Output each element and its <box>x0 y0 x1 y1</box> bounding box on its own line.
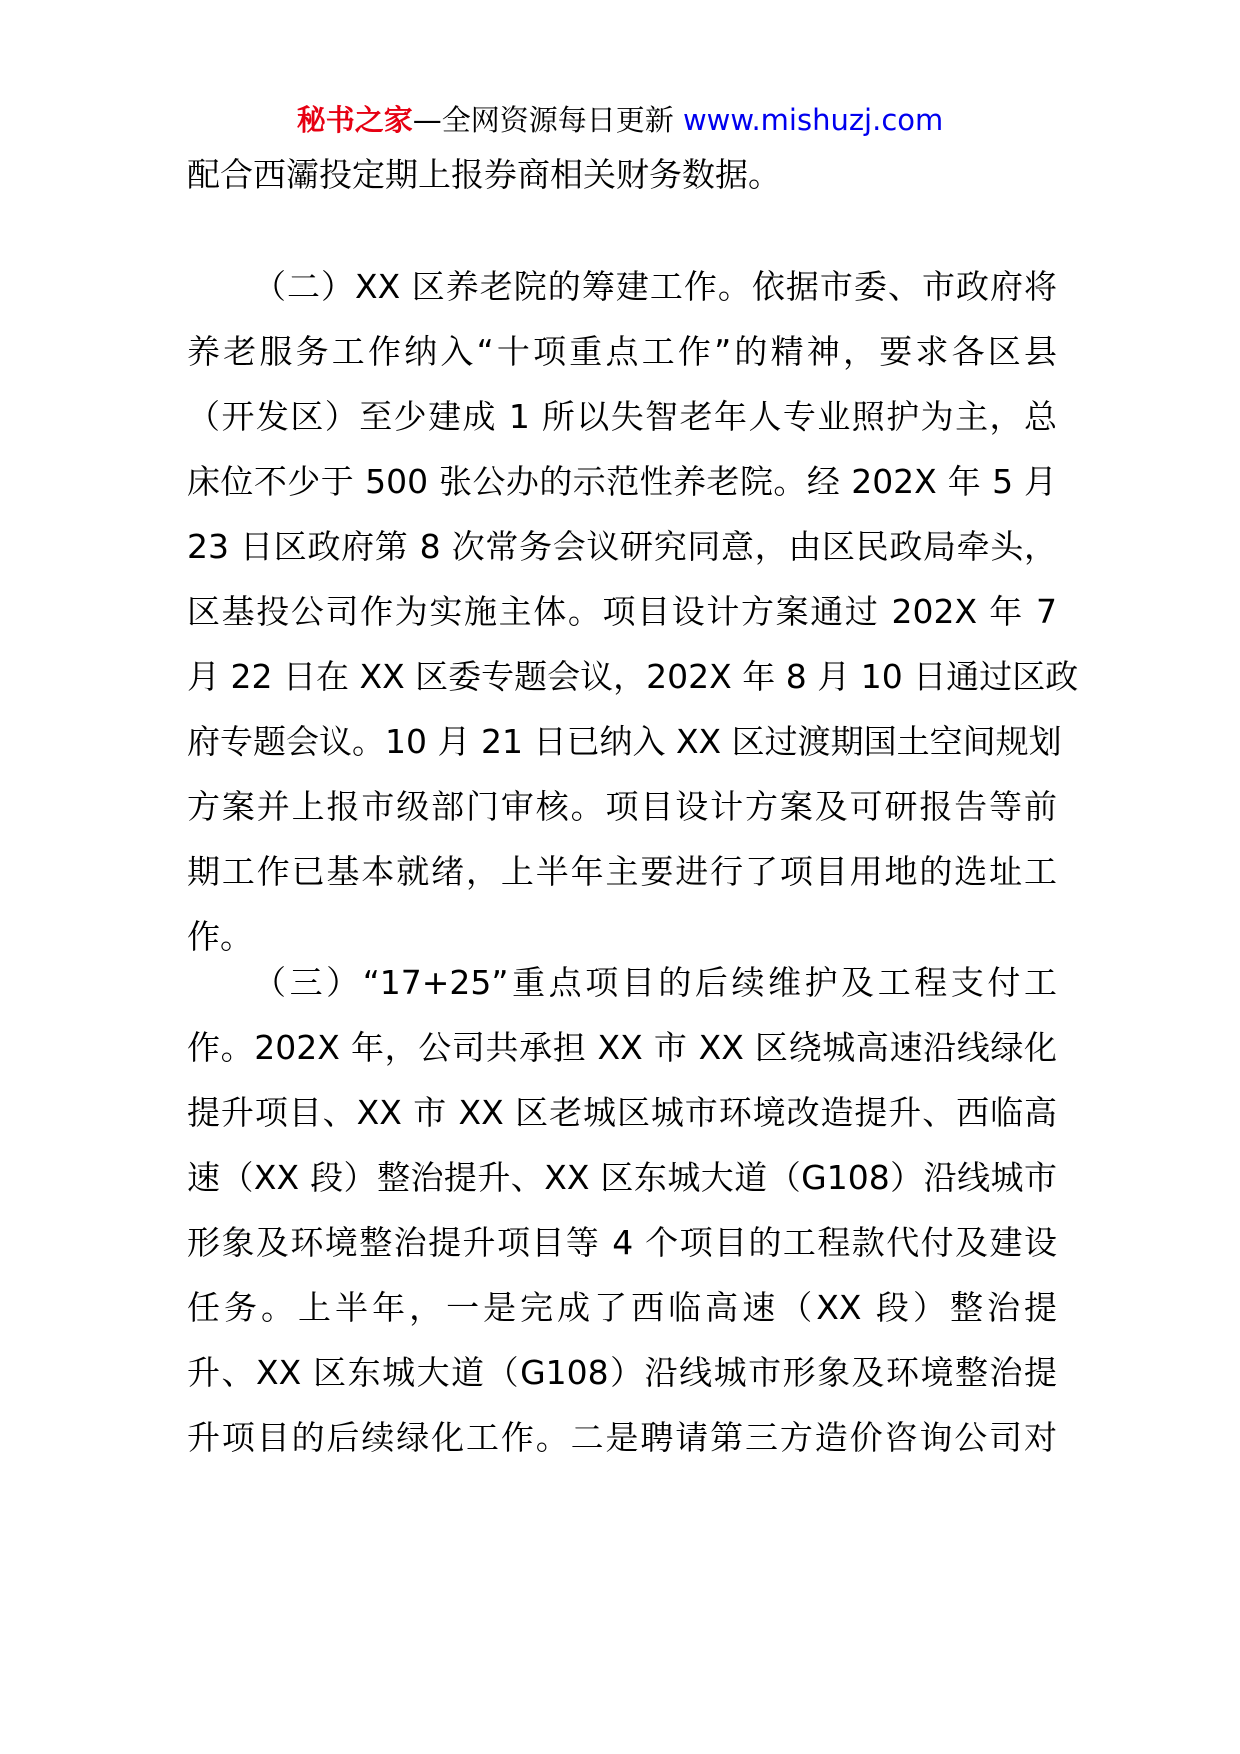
header-tagline: —全网资源每日更新 <box>412 103 683 137</box>
text-line: （二）XX 区养老院的筹建工作。依据市委、市政府将 <box>253 267 1057 306</box>
text-line: 任务。上半年，一是完成了西临高速（XX 段）整治提 <box>187 1288 1057 1327</box>
text-line: 养老服务工作纳入“十项重点工作”的精神，要求各区县 <box>187 332 1057 371</box>
text-line: 区基投公司作为实施主体。项目设计方案通过 202X 年 7 <box>187 592 1057 631</box>
text-line: 速（XX 段）整治提升、XX 区东城大道（G108）沿线城市 <box>187 1158 1057 1197</box>
text-line: 配合西灞投定期上报券商相关财务数据。 <box>187 155 781 194</box>
text-line: 23 日区政府第 8 次常务会议研究同意，由区民政局牵头， <box>187 527 1057 566</box>
text-line: 床位不少于 500 张公办的示范性养老院。经 202X 年 5 月 <box>187 462 1057 501</box>
paragraph-section-3 <box>187 950 1057 1470</box>
header-brand: 秘书之家 <box>296 103 413 137</box>
text-line: 方案并上报市级部门审核。项目设计方案及可研报告等前 <box>187 787 1057 826</box>
paragraph-continuation <box>187 142 1057 207</box>
text-line: 升、XX 区东城大道（G108）沿线城市形象及环境整治提 <box>187 1353 1057 1392</box>
text-line: 作。202X 年，公司共承担 XX 市 XX 区绕城高速沿线绿化 <box>187 1028 1057 1067</box>
text-line: 形象及环境整治提升项目等 4 个项目的工程款代付及建设 <box>187 1223 1057 1262</box>
page-header <box>0 100 1240 140</box>
text-line: 作。 <box>187 917 253 956</box>
paragraph-section-2 <box>187 254 1079 969</box>
text-line: 府专题会议。10 月 21 日已纳入 XX 区过渡期国土空间规划 <box>187 722 1062 761</box>
header-url-link[interactable]: www.mishuzj.com <box>682 103 944 137</box>
text-line: 月 22 日在 XX 区委专题会议，202X 年 8 月 10 日通过区政 <box>187 657 1079 696</box>
text-line: 期工作已基本就绪，上半年主要进行了项目用地的选址工 <box>187 852 1057 891</box>
text-line: 提升项目、XX 市 XX 区老城区城市环境改造提升、西临高 <box>187 1093 1057 1132</box>
text-line: 升项目的后续绿化工作。二是聘请第三方造价咨询公司对 <box>187 1418 1057 1457</box>
text-line: （三）“17+25”重点项目的后续维护及工程支付工 <box>253 963 1057 1002</box>
text-line: （开发区）至少建成 1 所以失智老年人专业照护为主，总 <box>187 397 1057 436</box>
